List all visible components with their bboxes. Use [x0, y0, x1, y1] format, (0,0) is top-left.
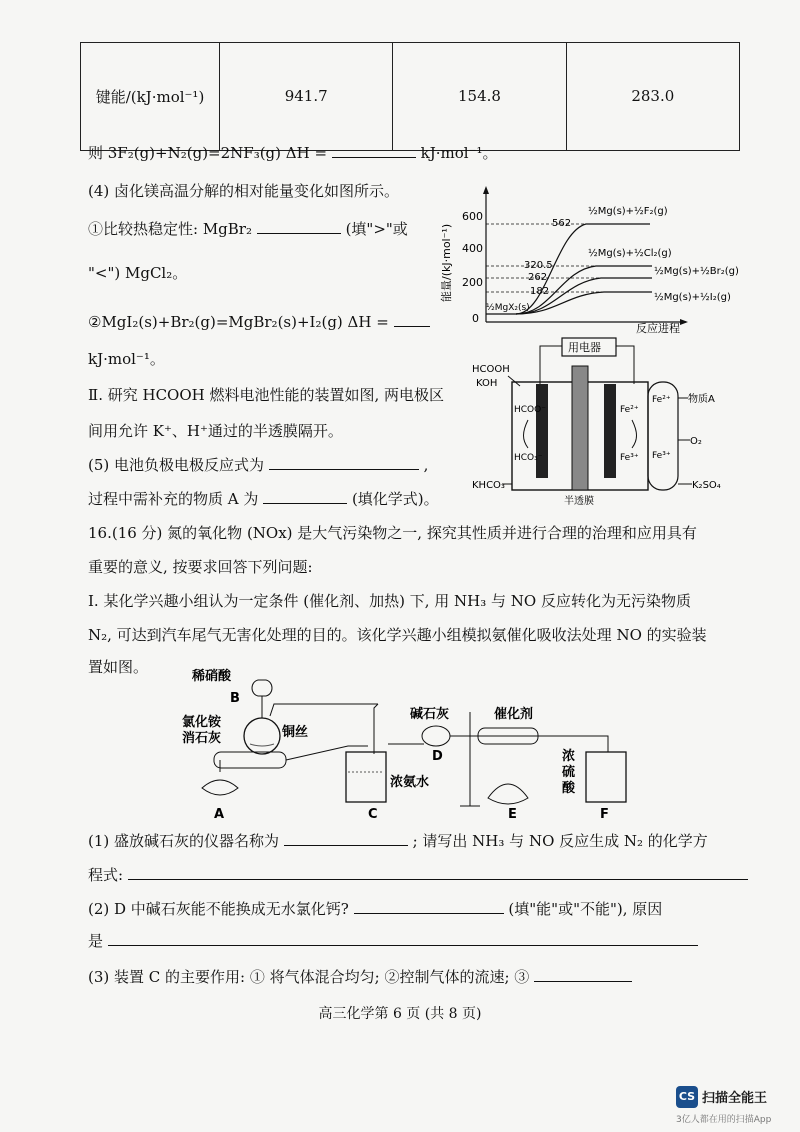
part2-line2: 间用允许 K⁺、H⁺通过的半透膜隔开。 [88, 422, 343, 440]
q4-1-line2: "<") MgCl₂。 [88, 264, 188, 282]
q3-equation: 则 3F₂(g)+N₂(g)=2NF₃(g) ΔH = [88, 144, 328, 162]
out-k2so4: K₂SO₄ [692, 480, 721, 491]
label-copper: 铜丝 [282, 725, 309, 740]
q4-2-unit: kJ·mol⁻¹。 [88, 350, 165, 368]
s1-text-a: (1) 盛放碱石灰的仪器名称为 [88, 832, 280, 850]
bond-value-2: 154.8 [393, 43, 566, 151]
energy-ylabel: 能量/(kJ·mol⁻¹) [440, 223, 453, 302]
tank-fe3: Fe³⁺ [652, 451, 671, 461]
part1-line2: N₂, 可达到汽车尾气无害化处理的目的。该化学兴趣小组模拟氨催化吸收法处理 NO 的实验装 [88, 626, 707, 644]
bond-table-header: 键能/(kJ·mol⁻¹) [81, 43, 220, 151]
s1-text-b: ; 请写出 NH₃ 与 NO 反应生成 N₂ 的化学方 [412, 832, 708, 850]
s1-text-c: 程式: [88, 866, 124, 884]
s2-text-c: 是 [88, 932, 104, 950]
cs-badge: CS [676, 1086, 698, 1108]
ion-fe2: Fe²⁺ [620, 405, 639, 415]
y-tick-400: 400 [462, 242, 483, 255]
s3-line [88, 966, 632, 987]
label-ammonia: 浓氨水 [390, 775, 430, 790]
label-nh4cl: 氯化铵 [182, 715, 222, 730]
energy-diagram [436, 182, 782, 334]
s2-line [88, 898, 662, 919]
q3-line [88, 142, 497, 163]
reactant-label: ½MgX₂(s) [486, 303, 530, 313]
label-acid-1: 浓 [562, 749, 576, 764]
tank-fe2: Fe²⁺ [652, 395, 671, 405]
s1-line2 [88, 864, 748, 885]
level-562: 562 [552, 218, 572, 229]
answer-blank[interactable] [257, 219, 341, 234]
level-182: 182 [530, 286, 550, 297]
s2-line2 [88, 930, 698, 951]
energy-xlabel: 反应进程 [636, 322, 680, 334]
o2-label: O₂ [690, 436, 702, 447]
ion-hco3: HCO₃⁻ [514, 453, 543, 463]
answer-blank[interactable] [354, 899, 504, 914]
brand-name: 扫描全能王 [702, 1091, 768, 1106]
answer-blank[interactable] [128, 865, 748, 880]
s3-text: (3) 装置 C 的主要作用: ① 将气体混合均匀; ②控制气体的流速; ③ [88, 968, 530, 986]
q4-1-text: ①比较热稳定性: MgBr₂ [88, 220, 252, 238]
q16-line2: 重要的意义, 按要求回答下列问题: [88, 558, 313, 576]
level-320: 320.5 [524, 260, 553, 271]
label-acid-3: 酸 [562, 781, 576, 796]
answer-blank[interactable] [394, 312, 430, 327]
q3-unit: kJ·mol⁻¹。 [420, 144, 498, 162]
q5-l2-text: 过程中需补充的物质 A 为 [88, 490, 259, 508]
product-br2: ½Mg(s)+½Br₂(g) [654, 266, 739, 277]
q4-1-hint: (填">"或 [345, 220, 408, 238]
ion-fe3: Fe³⁺ [620, 453, 639, 463]
q4-title: (4) 卤化镁高温分解的相对能量变化如图所示。 [88, 182, 400, 200]
label-lime: 消石灰 [182, 731, 222, 746]
label-b: B [230, 691, 240, 706]
s2-text-a: (2) D 中碱石灰能不能换成无水氯化钙? [88, 900, 349, 918]
q5-text: (5) 电池负极电极反应式为 [88, 456, 265, 474]
y-tick-200: 200 [462, 276, 483, 289]
product-f2: ½Mg(s)+½F₂(g) [588, 206, 668, 217]
level-262: 262 [528, 272, 548, 283]
part1-line1: Ⅰ. 某化学兴趣小组认为一定条件 (催化剂、加热) 下, 用 NH₃ 与 NO 反应转化为无污染物质 [88, 592, 691, 610]
q4-1-line [88, 218, 408, 239]
part2-line1: Ⅱ. 研究 HCOOH 燃料电池性能的装置如图, 两电极区 [88, 386, 445, 404]
answer-blank[interactable] [332, 143, 416, 158]
q5-l2-hint: (填化学式)。 [351, 490, 439, 508]
label-acid-2: 硫 [562, 765, 576, 780]
answer-blank[interactable] [263, 489, 347, 504]
label-e: E [508, 807, 517, 822]
membrane-label: 半透膜 [564, 496, 594, 506]
q5-line2 [88, 488, 439, 509]
label-soda-lime: 碱石灰 [410, 707, 450, 722]
label-d: D [432, 749, 443, 764]
answer-blank[interactable] [108, 931, 698, 946]
product-cl2: ½Mg(s)+½Cl₂(g) [588, 248, 672, 259]
y-tick-600: 600 [462, 210, 483, 223]
label-c: C [368, 807, 378, 822]
fuel-cell-diagram [472, 336, 772, 506]
s2-text-b: (填"能"或"不能"), 原因 [508, 900, 663, 918]
part1-line3: 置如图。 [88, 658, 149, 676]
bond-value-3: 283.0 [566, 43, 739, 151]
inlet-koh: KOH [476, 378, 498, 389]
device-label: 用电器 [568, 341, 601, 354]
brand-tagline: 3亿人都在用的扫描App [676, 1115, 772, 1125]
ion-hcoo: HCOO⁻ [514, 405, 546, 415]
q5-line [88, 454, 428, 475]
label-f: F [600, 807, 609, 822]
y-tick-0: 0 [472, 312, 479, 325]
scanner-watermark [676, 1082, 786, 1126]
out-khco3: KHCO₃ [472, 480, 505, 491]
page-footer: 高三化学第 6 页 (共 8 页) [318, 1006, 482, 1022]
answer-blank[interactable] [534, 967, 632, 982]
q16-line1: 16.(16 分) 氮的氧化物 (NOx) 是大气污染物之一, 探究其性质并进行合理的治理和应用具有 [88, 524, 697, 542]
q4-2-equation: ②MgI₂(s)+Br₂(g)=MgBr₂(s)+I₂(g) ΔH = [88, 313, 389, 331]
label-dilute-nitric: 稀硝酸 [192, 669, 232, 684]
q5-comma: , [423, 456, 429, 474]
answer-blank[interactable] [284, 831, 408, 846]
q4-2-line [88, 312, 430, 331]
label-a: A [214, 807, 225, 822]
material-a-label: 物质A [688, 394, 715, 405]
s1-line [88, 830, 708, 851]
bond-energy-table [80, 42, 740, 151]
label-catalyst: 催化剂 [494, 707, 534, 722]
answer-blank[interactable] [269, 455, 419, 470]
bond-value-1: 941.7 [220, 43, 393, 151]
inlet-hcooh: HCOOH [472, 364, 510, 375]
apparatus-diagram [178, 660, 638, 824]
product-i2: ½Mg(s)+½I₂(g) [654, 292, 731, 303]
